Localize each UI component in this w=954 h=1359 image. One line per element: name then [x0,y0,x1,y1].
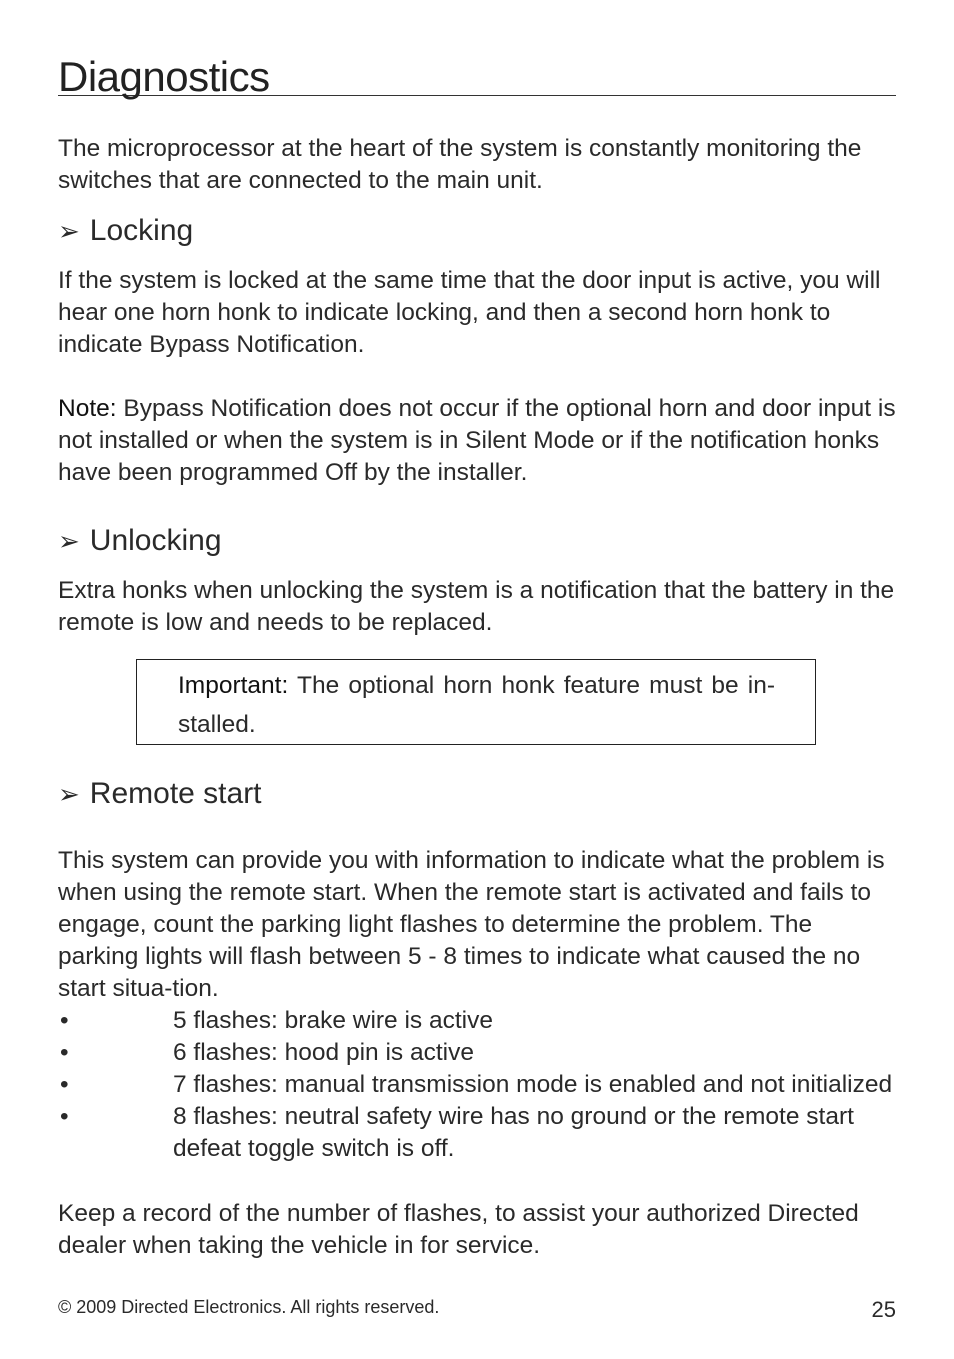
unlocking-heading-text: Unlocking [89,524,222,557]
arrow-bullet-icon: ➢ [58,526,80,556]
remote-start-heading [58,776,896,812]
list-item-text: 5 flashes: brake wire is active [173,1007,493,1034]
unlocking-heading [58,523,896,559]
copyright-notice: © 2009 Directed Electronics. All rights reserved. [58,1297,440,1317]
arrow-bullet-icon: ➢ [58,216,80,246]
locking-paragraph: If the system is locked at the same time that the door input is active, you will hear one horn honk to indicate locking, and then a second horn honk to indicate Bypass Notification. [58,267,881,358]
important-callout [136,659,816,745]
remote-start-heading-text: Remote start [89,777,262,810]
locking-heading [58,213,896,249]
bullet-icon: • [60,1039,69,1066]
page-number: 25 [871,1297,896,1322]
locking-heading-text: Locking [89,214,194,247]
title-rule [58,50,896,100]
list-item [58,1069,896,1101]
note-text: Bypass Notification does not occur if the optional horn and door input is not installed or when the system is in Silent Mode or if the notification honks have been programmed Off by the installer. [58,395,896,486]
note-label: Note: [58,395,117,422]
important-text [178,666,775,744]
arrow-bullet-icon: ➢ [58,779,80,809]
closing-paragraph: Keep a record of the number of flashes, to assist your authorized Directed dealer when taking the vehicle in for service. [58,1200,859,1259]
list-item-text: 6 flashes: hood pin is active [173,1039,474,1066]
list-item [58,1101,896,1165]
locking-note [58,393,896,489]
unlocking-paragraph: Extra honks when unlocking the system is a notification that the battery in the remote is low and needs to be replaced. [58,577,895,636]
bullet-icon: • [60,1103,69,1130]
bullet-icon: • [60,1007,69,1034]
important-body: The optional horn honk feature must be in-stalled. [178,672,775,738]
flash-code-list [58,1005,896,1165]
bullet-icon: • [60,1071,69,1098]
list-item [58,1037,896,1069]
page-title: Diagnostics [58,53,270,100]
list-item [58,1005,896,1037]
list-item-text: 8 flashes: neutral safety wire has no ground or the remote start defeat toggle switch is off. [173,1103,854,1162]
important-label: Important: [178,672,289,699]
remote-start-paragraph: This system can provide you with information to indicate what the problem is when using the remote start. When the remote start is activated and fails to engage, count the parking light flashes to determine the problem. The parking lights will flash between 5 - 8 times to indicate what caused the no start situa-tion. [58,847,885,1002]
list-item-text: 7 flashes: manual transmission mode is enabled and not initialized [173,1071,893,1098]
intro-paragraph: The microprocessor at the heart of the system is constantly monitoring the switches that are connected to the main unit. [58,135,862,194]
